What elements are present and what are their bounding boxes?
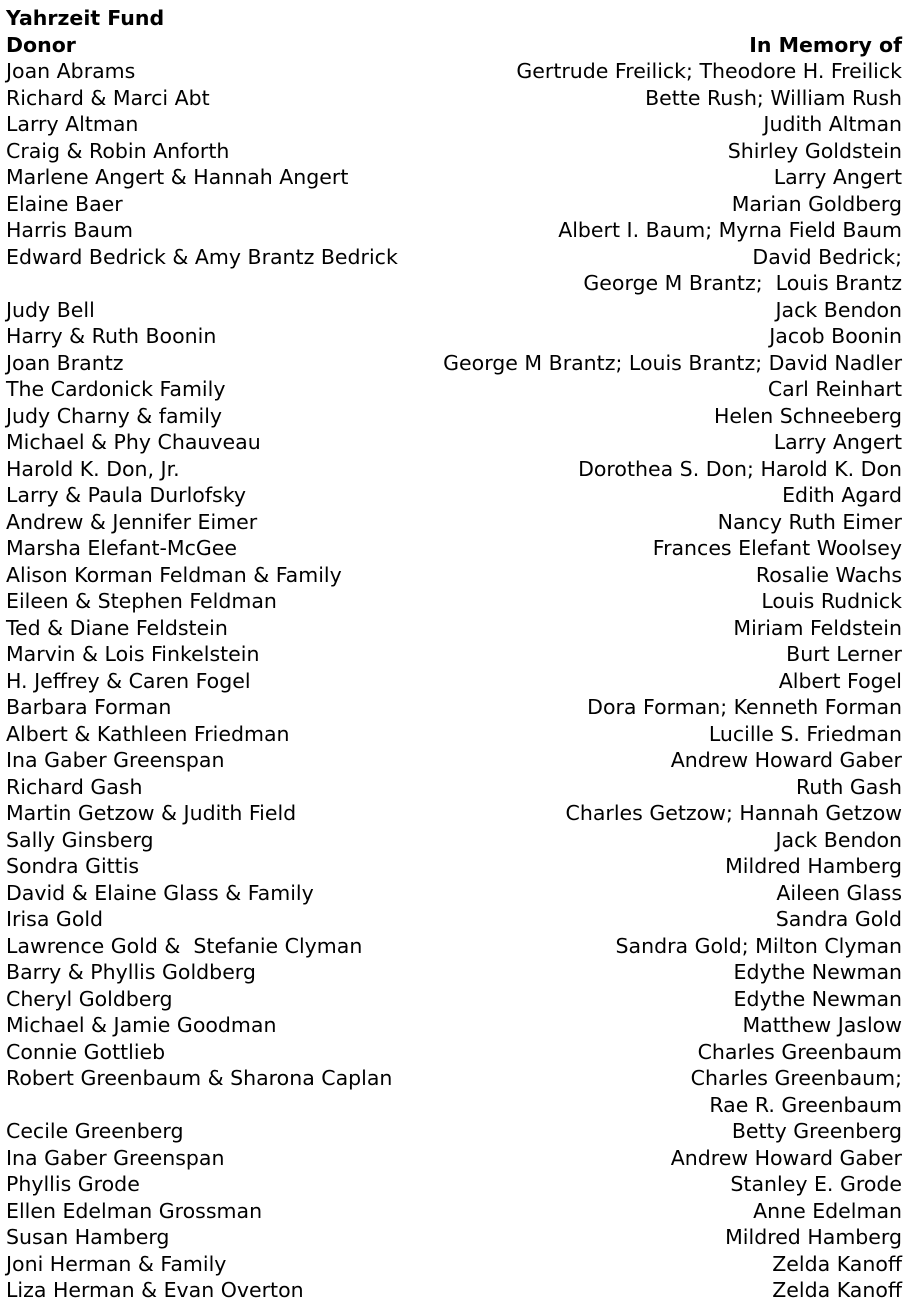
list-item	[6, 85, 902, 112]
donor-name: Irisa Gold	[6, 907, 104, 931]
list-item	[6, 376, 902, 403]
list-item	[6, 1039, 902, 1066]
donor-name: Ted & Diane Feldstein	[6, 615, 228, 640]
donor-column-header: Donor	[6, 32, 76, 57]
list-item	[6, 933, 902, 960]
in-memory-of-name: Ruth Gash	[796, 774, 902, 799]
list-item	[6, 1145, 902, 1172]
in-memory-of-name: George M Brantz; Louis Brantz	[583, 271, 902, 295]
in-memory-of-name: Sandra Gold	[775, 907, 902, 931]
in-memory-of-name: Larry Angert	[773, 165, 902, 189]
in-memory-of-name: Dora Forman; Kenneth Forman	[587, 695, 902, 719]
donor-name: Albert & Kathleen Friedman	[6, 721, 290, 746]
in-memory-of-name: Jack Bendon	[775, 827, 902, 852]
donor-name: Andrew & Jennifer Eimer	[6, 509, 258, 534]
list-item	[6, 1118, 902, 1145]
donor-name: Marsha Elefant-McGee	[6, 536, 237, 560]
in-memory-of-name: Shirley Goldstein	[727, 138, 902, 163]
list-item	[6, 880, 902, 907]
donor-name: Eileen & Stephen Feldman	[6, 589, 277, 613]
in-memory-of-name: Lucille S. Friedman	[708, 721, 902, 746]
in-memory-of-name: Helen Schneeberg	[713, 403, 902, 428]
list-item	[6, 1171, 902, 1198]
donor-name: Judy Bell	[6, 297, 95, 322]
memory-column-header: In Memory of	[749, 32, 902, 57]
in-memory-of-name: Larry Angert	[773, 430, 902, 454]
in-memory-of-name: Betty Greenberg	[731, 1119, 902, 1143]
in-memory-of-name: Mildred Hamberg	[725, 1225, 902, 1249]
donor-name: Michael & Phy Chauveau	[6, 430, 261, 454]
list-item	[6, 217, 902, 244]
in-memory-of-name: Andrew Howard Gaber	[670, 1145, 902, 1170]
donor-name: Judy Charny & family	[6, 403, 223, 428]
donor-name: Harry & Ruth Boonin	[6, 324, 217, 348]
in-memory-of-name: Rosalie Wachs	[755, 562, 902, 587]
in-memory-of-name: Burt Lerner	[786, 642, 902, 666]
in-memory-of-name: Carl Reinhart	[767, 377, 902, 401]
in-memory-of-name: Mildred Hamberg	[725, 854, 902, 878]
in-memory-of-name: Charles Greenbaum	[697, 1039, 902, 1064]
list-item	[6, 1012, 902, 1039]
list-item	[6, 827, 902, 854]
list-item	[6, 350, 902, 377]
in-memory-of-name: Bette Rush; William Rush	[645, 85, 902, 110]
donor-name: Marvin & Lois Finkelstein	[6, 642, 260, 666]
in-memory-of-name: Gertrude Freilick; Theodore H. Freilick	[516, 59, 902, 83]
list-item	[6, 270, 902, 297]
list-item	[6, 138, 902, 165]
in-memory-of-name: Albert Fogel	[778, 668, 902, 693]
in-memory-of-name: Jacob Boonin	[769, 324, 902, 348]
in-memory-of-name: Jack Bendon	[775, 297, 902, 322]
in-memory-of-name: Miriam Feldstein	[733, 615, 902, 640]
in-memory-of-name: Charles Getzow; Hannah Getzow	[565, 801, 902, 825]
list-item	[6, 429, 902, 456]
donor-name: Richard Gash	[6, 774, 143, 799]
donor-name: Sondra Gittis	[6, 854, 140, 878]
donor-name: Liza Herman & Evan Overton	[6, 1278, 304, 1302]
in-memory-of-name: Aileen Glass	[776, 880, 902, 905]
donor-name: Cheryl Goldberg	[6, 986, 173, 1011]
in-memory-of-name: Nancy Ruth Eimer	[717, 509, 902, 534]
in-memory-of-name: Sandra Gold; Milton Clyman	[615, 933, 902, 958]
in-memory-of-name: Frances Elefant Woolsey	[652, 536, 902, 560]
page-title: Yahrzeit Fund	[6, 6, 165, 30]
donor-name: Michael & Jamie Goodman	[6, 1013, 277, 1037]
in-memory-of-name: George M Brantz; Louis Brantz; David Nadler	[443, 350, 902, 375]
list-item	[6, 456, 902, 483]
donor-name: Larry & Paula Durlofsky	[6, 483, 247, 507]
in-memory-of-name: David Bedrick;	[752, 244, 902, 269]
donor-name: H. Jeffrey & Caren Fogel	[6, 668, 251, 693]
donor-name: Sally Ginsberg	[6, 827, 154, 852]
donor-name: Marlene Angert & Hannah Angert	[6, 165, 349, 189]
donor-name: Elaine Baer	[6, 191, 123, 216]
donor-name: Ellen Edelman Grossman	[6, 1198, 263, 1223]
list-item	[6, 615, 902, 642]
donor-name: Joan Brantz	[6, 350, 124, 375]
list-item	[6, 986, 902, 1013]
list-item	[6, 323, 902, 350]
in-memory-of-name: Anne Edelman	[753, 1198, 902, 1223]
list-item	[6, 959, 902, 986]
in-memory-of-name: Albert I. Baum; Myrna Field Baum	[558, 218, 902, 242]
donor-name: Joan Abrams	[6, 59, 136, 83]
in-memory-of-name: Judith Altman	[763, 112, 902, 136]
list-item	[6, 191, 902, 218]
list-item	[6, 747, 902, 774]
list-item	[6, 588, 902, 615]
list-item	[6, 1198, 902, 1225]
donor-name: Cecile Greenberg	[6, 1119, 184, 1143]
donor-name: Larry Altman	[6, 112, 139, 136]
donor-name: Lawrence Gold & Stefanie Clyman	[6, 933, 363, 958]
in-memory-of-name: Edith Agard	[782, 483, 902, 507]
in-memory-of-name: Marian Goldberg	[731, 191, 902, 216]
list-item	[6, 721, 902, 748]
donor-name: Alison Korman Feldman & Family	[6, 562, 342, 587]
donor-name: Phyllis Grode	[6, 1172, 140, 1196]
donor-name: Harold K. Don, Jr.	[6, 456, 180, 481]
list-item	[6, 1251, 902, 1278]
donor-name: Richard & Marci Abt	[6, 85, 210, 110]
list-item	[6, 482, 902, 509]
page-title-row	[6, 5, 902, 32]
donor-name: Robert Greenbaum & Sharona Caplan	[6, 1066, 393, 1090]
donor-name: Martin Getzow & Judith Field	[6, 801, 297, 825]
list-item	[6, 58, 902, 85]
list-item	[6, 297, 902, 324]
list-item	[6, 853, 902, 880]
in-memory-of-name: Matthew Jaslow	[742, 1013, 902, 1037]
list-item	[6, 1277, 902, 1304]
donor-name: Ina Gaber Greenspan	[6, 1145, 225, 1170]
list-item	[6, 164, 902, 191]
in-memory-of-name: Edythe Newman	[733, 960, 902, 984]
donor-name: Barbara Forman	[6, 695, 172, 719]
donor-name: Barry & Phyllis Goldberg	[6, 960, 256, 984]
donor-name: Susan Hamberg	[6, 1225, 170, 1249]
list-item	[6, 244, 902, 271]
in-memory-of-name: Edythe Newman	[733, 986, 902, 1011]
list-item	[6, 111, 902, 138]
in-memory-of-name: Charles Greenbaum;	[690, 1066, 902, 1090]
list-item	[6, 694, 902, 721]
in-memory-of-name: Zelda Kanoff	[772, 1251, 902, 1276]
list-item	[6, 1092, 902, 1119]
list-item	[6, 403, 902, 430]
list-item	[6, 774, 902, 801]
donor-name: Harris Baum	[6, 218, 133, 242]
in-memory-of-name: Rae R. Greenbaum	[709, 1092, 902, 1117]
donor-name: Joni Herman & Family	[6, 1251, 227, 1276]
donor-name: Edward Bedrick & Amy Brantz Bedrick	[6, 244, 398, 269]
donor-name: Connie Gottlieb	[6, 1039, 166, 1064]
donor-name: The Cardonick Family	[6, 377, 226, 401]
list-item	[6, 1224, 902, 1251]
list-item	[6, 509, 902, 536]
donor-name: Craig & Robin Anforth	[6, 138, 230, 163]
column-header-row	[6, 32, 902, 59]
donor-name: Ina Gaber Greenspan	[6, 748, 225, 772]
in-memory-of-name: Dorothea S. Don; Harold K. Don	[578, 456, 902, 481]
list-item	[6, 906, 902, 933]
donor-list	[6, 58, 902, 1304]
in-memory-of-name: Andrew Howard Gaber	[670, 748, 902, 772]
list-item	[6, 641, 902, 668]
in-memory-of-name: Louis Rudnick	[761, 589, 902, 613]
list-item	[6, 668, 902, 695]
list-item	[6, 800, 902, 827]
list-item	[6, 1065, 902, 1092]
list-item	[6, 562, 902, 589]
in-memory-of-name: Zelda Kanoff	[772, 1278, 902, 1302]
list-item	[6, 535, 902, 562]
in-memory-of-name: Stanley E. Grode	[730, 1172, 902, 1196]
donor-name: David & Elaine Glass & Family	[6, 880, 314, 905]
